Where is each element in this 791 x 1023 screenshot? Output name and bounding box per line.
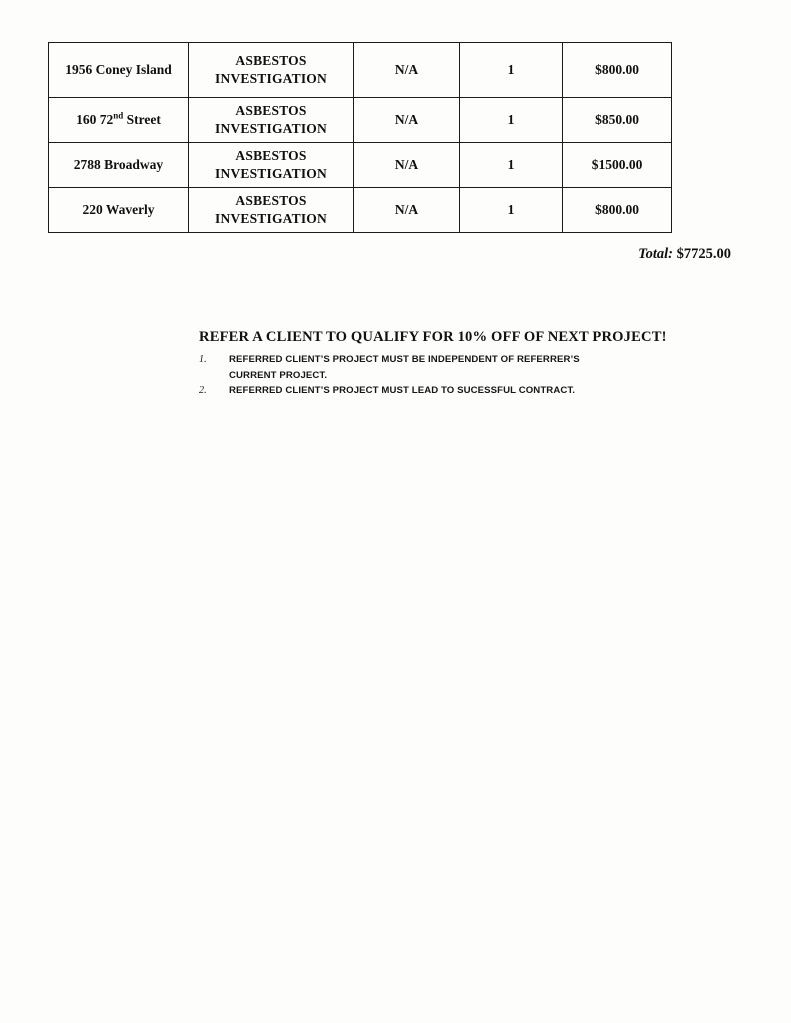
cell-quantity: 1 bbox=[460, 188, 563, 233]
cell-price: $850.00 bbox=[563, 98, 672, 143]
table-row bbox=[49, 98, 672, 143]
cell-quantity: 1 bbox=[460, 98, 563, 143]
cell-notes: N/A bbox=[354, 143, 460, 188]
service-line-2: INVESTIGATION bbox=[215, 121, 327, 136]
address-text: 220 Waverly bbox=[82, 202, 155, 218]
cell-price: $1500.00 bbox=[563, 143, 672, 188]
cell-address bbox=[49, 143, 189, 188]
cell-price: $800.00 bbox=[563, 188, 672, 233]
service-line-2: INVESTIGATION bbox=[215, 166, 327, 181]
address-text: 2788 Broadway bbox=[73, 157, 164, 173]
list-item-marker: 2. bbox=[199, 385, 207, 397]
table-row bbox=[49, 188, 672, 233]
address-tail: Street bbox=[123, 112, 161, 128]
cell-address bbox=[49, 98, 189, 143]
cell-notes: N/A bbox=[354, 98, 460, 143]
cell-address bbox=[49, 43, 189, 98]
list-item-text: REFERRED CLIENT’S PROJECT MUST BE INDEPENDENT OF REFERRER’S CURRENT PROJECT. bbox=[229, 354, 580, 381]
referral-heading: REFER A CLIENT TO QUALIFY FOR 10% OFF OF NEXT PROJECT! bbox=[199, 329, 667, 345]
list-item-marker: 1. bbox=[199, 354, 207, 365]
total-value: $7725.00 bbox=[676, 246, 731, 262]
cell-service bbox=[189, 43, 354, 98]
service-line-1: ASBESTOS bbox=[235, 103, 307, 119]
address-text: 1956 Coney Island bbox=[65, 62, 172, 78]
list-item bbox=[199, 383, 629, 399]
cell-price: $800.00 bbox=[563, 43, 672, 98]
address-ordinal: nd bbox=[113, 110, 124, 121]
service-line-1: ASBESTOS bbox=[235, 53, 307, 69]
list-item bbox=[199, 352, 629, 383]
cell-service bbox=[189, 188, 354, 233]
invoice-table bbox=[48, 42, 672, 233]
service-line-1: ASBESTOS bbox=[235, 193, 307, 209]
cell-service bbox=[189, 98, 354, 143]
service-line-2: INVESTIGATION bbox=[215, 71, 327, 86]
cell-quantity: 1 bbox=[460, 143, 563, 188]
cell-address bbox=[49, 188, 189, 233]
list-item-text: REFERRED CLIENT’S PROJECT MUST LEAD TO SUCESSFUL CONTRACT. bbox=[229, 385, 576, 397]
referral-block bbox=[199, 329, 667, 399]
cell-quantity: 1 bbox=[460, 43, 563, 98]
invoice-total bbox=[638, 246, 731, 263]
cell-notes: N/A bbox=[354, 43, 460, 98]
service-line-2: INVESTIGATION bbox=[215, 211, 327, 226]
referral-list bbox=[199, 352, 629, 399]
total-label: Total: bbox=[638, 246, 673, 262]
table-row bbox=[49, 43, 672, 98]
address-text: 160 72 bbox=[76, 112, 114, 128]
cell-notes: N/A bbox=[354, 188, 460, 233]
service-line-1: ASBESTOS bbox=[235, 148, 307, 164]
cell-service bbox=[189, 143, 354, 188]
table-row bbox=[49, 143, 672, 188]
